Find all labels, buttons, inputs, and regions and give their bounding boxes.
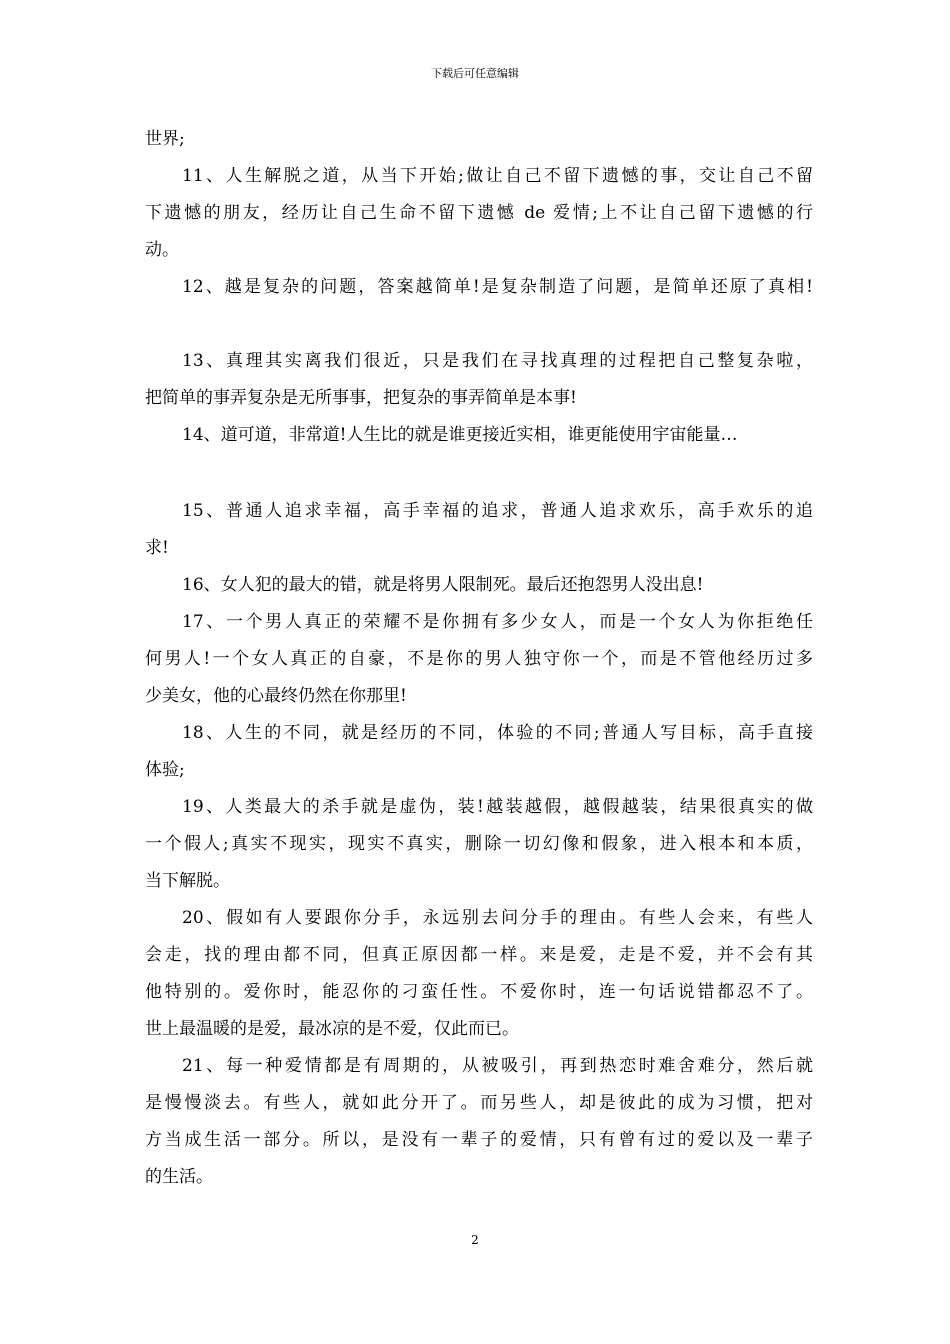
text-line: 当下解脱。 xyxy=(145,871,230,891)
text-line: 求! xyxy=(145,538,169,558)
text-line: 13、真理其实离我们很近，只是我们在寻找真理的过程把自己整复杂啦， xyxy=(182,351,813,371)
text-line: 14、道可道，非常道!人生比的就是谁更接近实相，谁更能使用宇宙能量… xyxy=(182,425,738,445)
text-line: 19、人类最大的杀手就是虚伪，装!越装越假，越假越装，结果很真实的做 xyxy=(182,797,813,817)
text-line: 18、人生的不同，就是经历的不同，体验的不同;普通人写目标，高手直接 xyxy=(182,723,813,743)
text-line: 15、普通人追求幸福，高手幸福的追求，普通人追求欢乐，高手欢乐的追 xyxy=(182,501,813,521)
text-line: 是慢慢淡去。有些人，就如此分开了。而另些人，却是彼此的成为习惯，把对 xyxy=(145,1093,813,1113)
text-line: 他特别的。爱你时，能忍你的刁蛮任性。不爱你时，连一句话说错都忍不了。 xyxy=(145,982,813,1002)
text-line: 的生活。 xyxy=(145,1167,213,1187)
text-line: 体验; xyxy=(145,760,185,780)
text-line: 何男人!一个女人真正的自豪，不是你的男人独守你一个，而是不管他经历过多 xyxy=(145,649,813,669)
page-number: 2 xyxy=(471,1233,479,1247)
text-line: 17、一个男人真正的荣耀不是你拥有多少女人，而是一个女人为你拒绝任 xyxy=(182,612,813,632)
text-line: 20、假如有人要跟你分手，永远别去问分手的理由。有些人会来，有些人 xyxy=(182,908,813,928)
text-line: 会走，找的理由都不同，但真正原因都一样。来是爱，走是不爱，并不会有其 xyxy=(145,945,813,965)
text-line: 少美女，他的心最终仍然在你那里! xyxy=(145,686,407,706)
text-line: 方当成生活一部分。所以，是没有一辈子的爱情，只有曾有过的爱以及一辈子 xyxy=(145,1130,813,1150)
text-line: 12、越是复杂的问题，答案越简单!是复杂制造了问题，是简单还原了真相! xyxy=(182,277,813,297)
text-line: 11、人生解脱之道，从当下开始;做让自己不留下遗憾的事，交让自己不留 xyxy=(182,166,813,186)
text-line: 把简单的事弄复杂是无所事事，把复杂的事弄简单是本事! xyxy=(145,388,577,408)
text-line: 下遗憾的朋友，经历让自己生命不留下遗憾 de 爱情;上不让自己留下遗憾的行 xyxy=(145,203,813,223)
text-line: 动。 xyxy=(145,240,179,260)
text-line: 世上最温暖的是爱，最冰凉的是不爱，仅此而已。 xyxy=(145,1019,519,1039)
text-line: 16、女人犯的最大的错，就是将男人限制死。最后还抱怨男人没出息! xyxy=(182,575,704,595)
text-line: 21、每一种爱情都是有周期的，从被吸引，再到热恋时难舍难分，然后就 xyxy=(182,1056,813,1076)
text-line: 一个假人;真实不现实，现实不真实，删除一切幻像和假象，进入根本和本质， xyxy=(145,834,813,854)
page-header: 下载后可任意编辑 xyxy=(431,67,519,80)
text-line: 世界; xyxy=(145,129,185,149)
